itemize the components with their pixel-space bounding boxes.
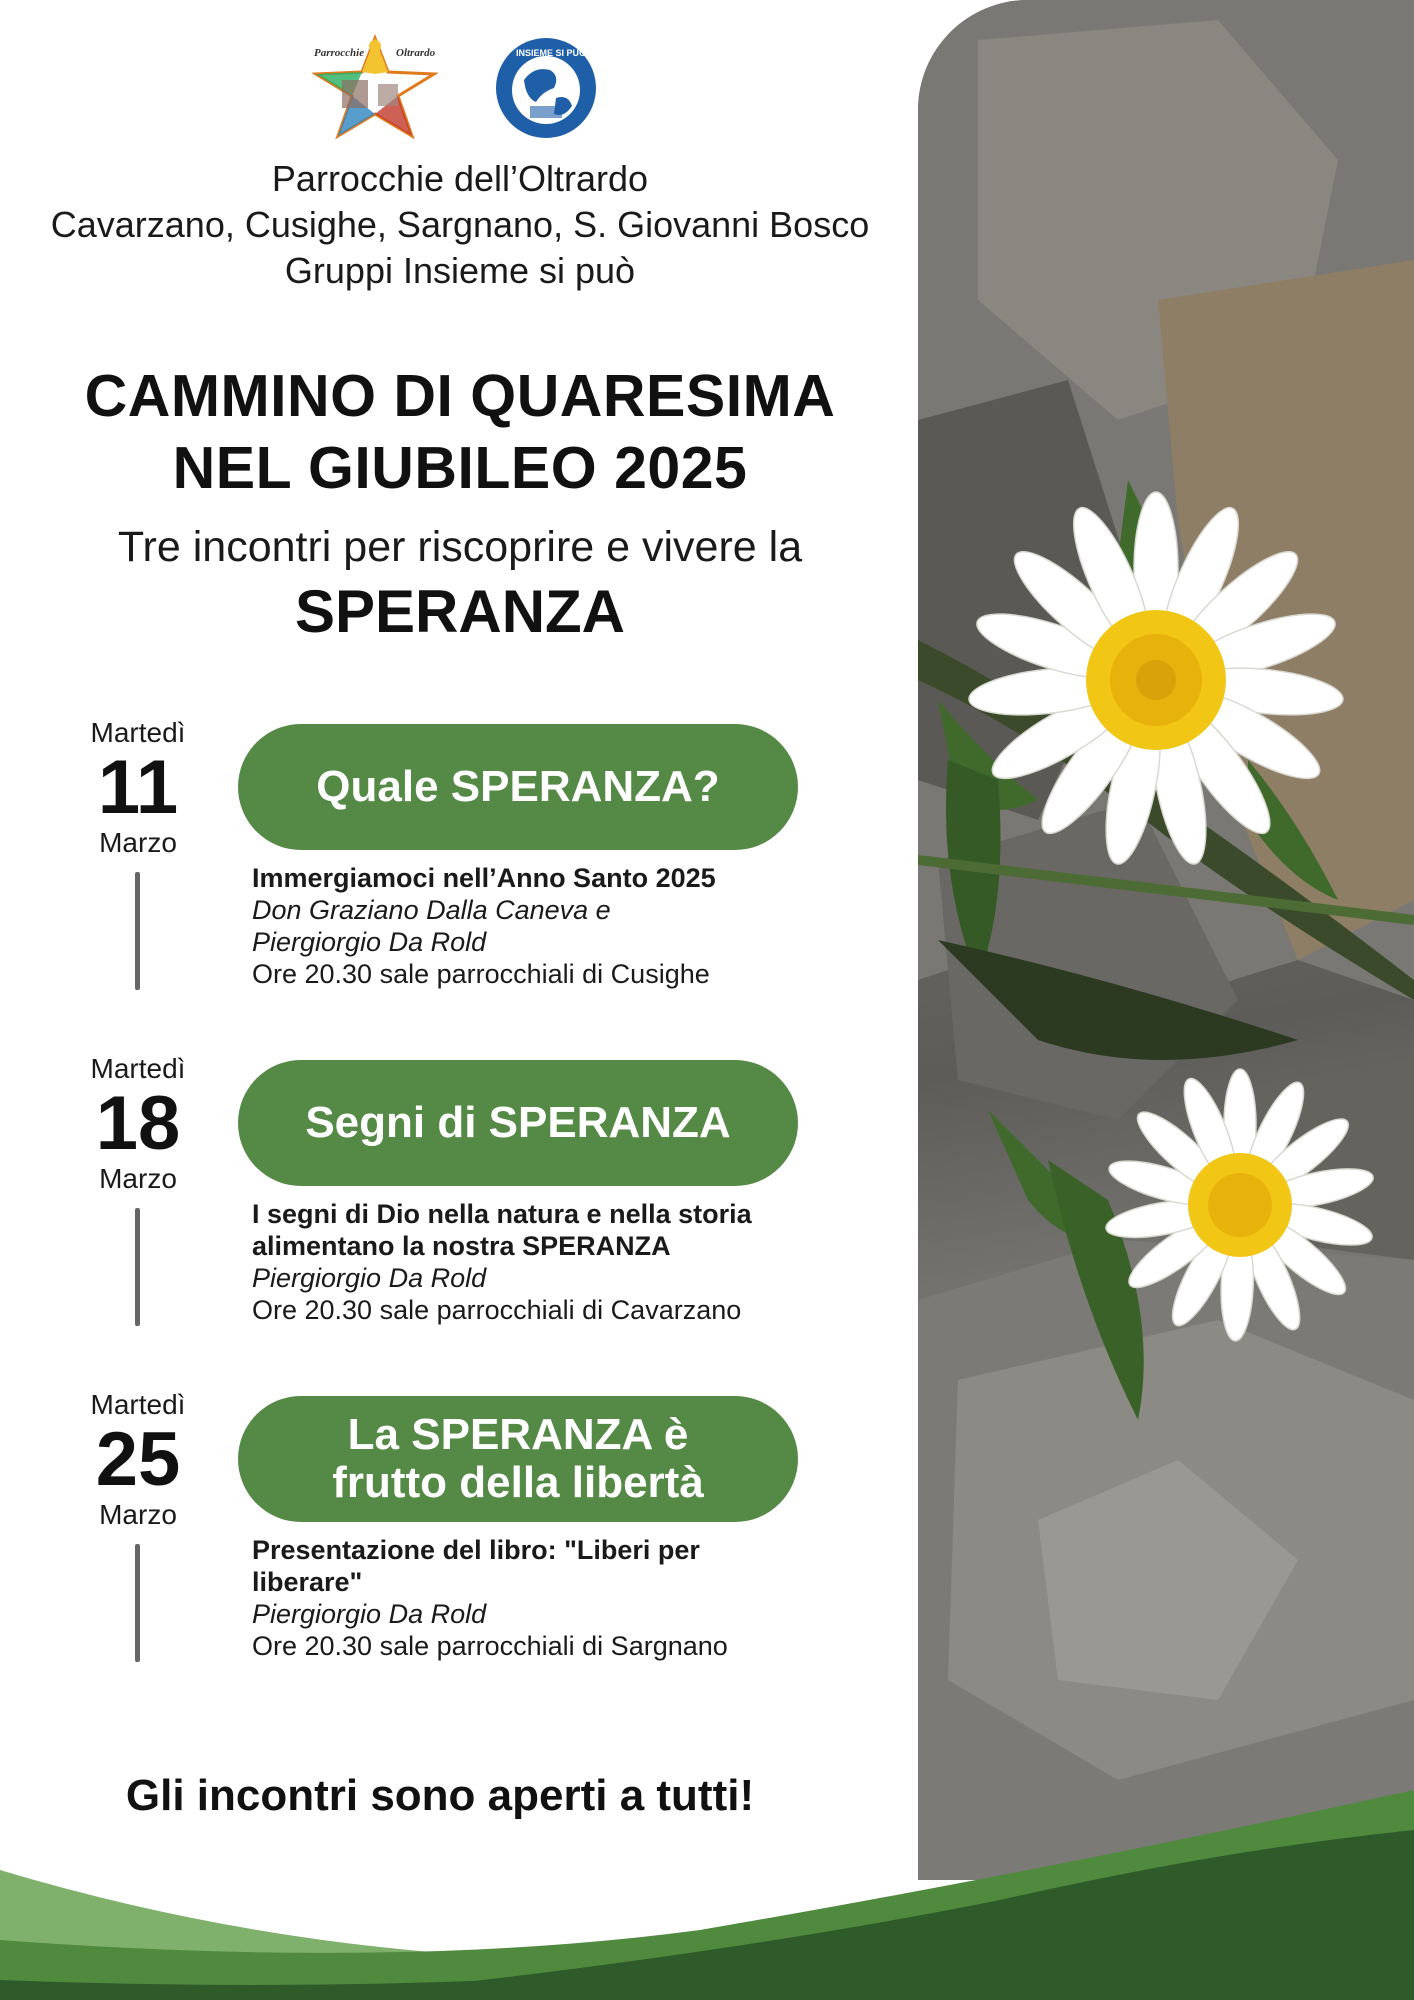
event-speakers: Don Graziano Dalla Caneva e Piergiorgio Da Rold [252,895,611,957]
event-1 [0,716,900,1016]
event-title-pill: Segni di SPERANZA [238,1060,798,1186]
event-time-place: Ore 20.30 sale parrocchiali di Cavarzano [252,1295,742,1325]
event-details [252,1534,892,1662]
event-weekday: Martedì [90,717,186,748]
closing-message: Gli incontri sono aperti a tutti! [125,1771,755,1820]
event-date [60,716,216,860]
event-topic: Presentazione del libro: "Liberi per liberare" [252,1535,700,1597]
event-day: 11 [97,745,179,830]
event-topic: Immergiamoci nell’Anno Santo 2025 [252,863,716,893]
title-line-1: CAMMINO DI QUARESIMA [84,363,836,429]
event-title-pill: La SPERANZA è frutto della libertà [238,1396,798,1522]
event-time-place: Ore 20.30 sale parrocchiali di Cusighe [252,959,710,989]
event-month: Marzo [99,1499,177,1530]
event-3 [0,1388,900,1688]
decorative-waves [0,1760,1414,2000]
event-weekday: Martedì [90,1053,186,1084]
title-line-2: NEL GIUBILEO 2025 [172,435,748,501]
timeline-divider [135,1544,140,1662]
event-day: 25 [95,1417,181,1502]
header-line-communities: Cavarzano, Cusighe, Sargnano, S. Giovanni Bosco [50,204,870,245]
organizers-header [30,156,890,294]
subtitle: Tre incontri per riscoprire e vivere la [117,523,803,571]
logo-text-insieme: INSIEME SI PUÒ [516,48,587,58]
event-speakers: Piergiorgio Da Rold [252,1263,487,1293]
timeline-divider [135,872,140,990]
event-time-place: Ore 20.30 sale parrocchiali di Sargnano [252,1631,728,1661]
daisy-photo [918,0,1414,1880]
page-title [20,360,900,504]
timeline-divider [135,1208,140,1326]
event-topic: I segni di Dio nella natura e nella storia alimentano la nostra SPERANZA [252,1199,752,1261]
event-month: Marzo [99,1163,177,1194]
event-title-pill: Quale SPERANZA? [238,724,798,850]
event-date [60,1052,216,1196]
event-month: Marzo [99,827,177,858]
header-line-groups: Gruppi Insieme si può [284,250,636,291]
event-details [252,1198,892,1326]
parrocchie-oltrardo-logo [312,34,438,140]
logo-text-parrocchie: Parrocchie [314,47,365,59]
event-weekday: Martedì [90,1389,186,1420]
logo-text-oltrardo: Oltrardo [396,47,436,59]
event-date [60,1388,216,1532]
subtitle-keyword: SPERANZA [294,578,626,645]
insieme-si-puo-logo [494,36,598,140]
event-speakers: Piergiorgio Da Rold [252,1599,487,1629]
event-details [252,862,892,990]
event-2 [0,1052,900,1352]
header-line-parishes: Parrocchie dell’Oltrardo [271,158,649,199]
event-day: 18 [95,1081,181,1166]
